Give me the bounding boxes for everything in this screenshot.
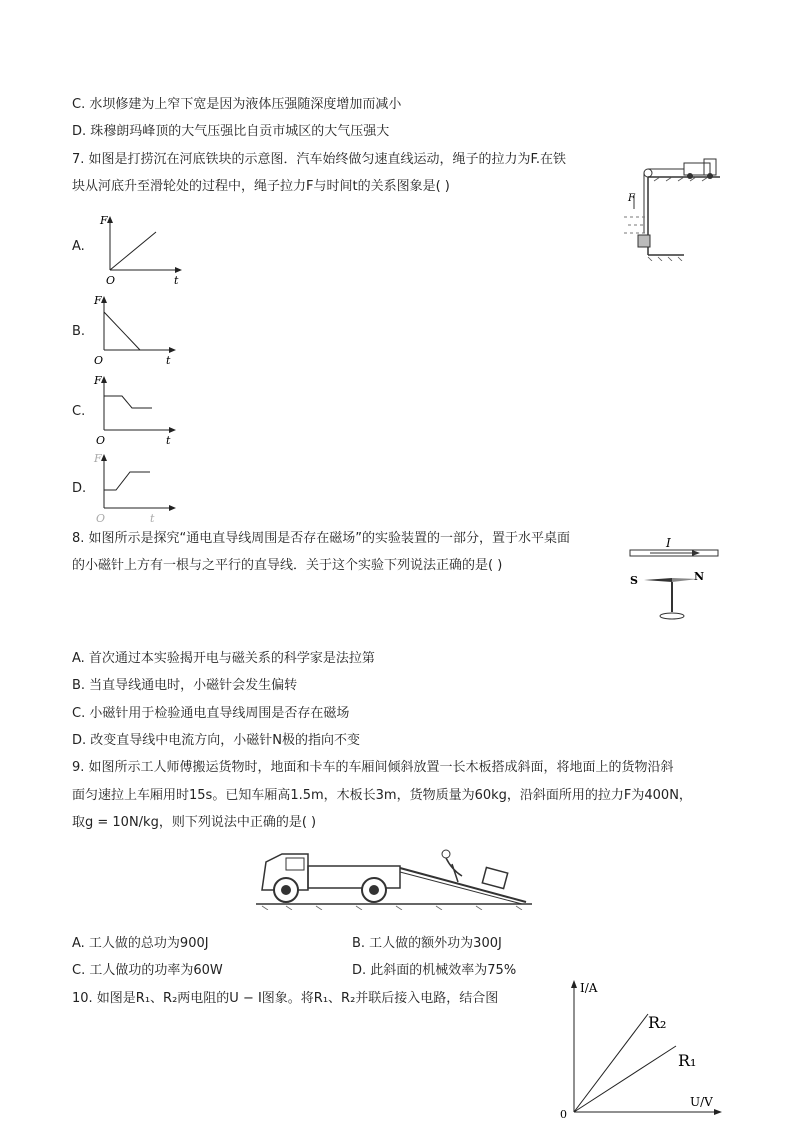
svg-text:F: F xyxy=(94,374,102,387)
svg-text:O: O xyxy=(96,434,106,447)
q7-stem-line2: 块从河底升至滑轮处的过程中，绳子拉力F与时间t的关系图象是( ) xyxy=(72,179,450,194)
r2-label: R₂ xyxy=(648,1013,667,1032)
q9-option-b: B. 工人做的额外功为300J xyxy=(352,936,502,951)
q8-option-b: B. 当直导线通电时，小磁针会发生偏转 xyxy=(72,678,298,693)
svg-text:O: O xyxy=(106,274,116,287)
south-label: S xyxy=(630,574,638,587)
q7-graph-c xyxy=(90,374,180,448)
current-label: I xyxy=(666,536,671,550)
q7-option-c-label: C. xyxy=(72,404,86,419)
q9-option-c: C. 工人做功的功率为60W xyxy=(72,963,223,978)
svg-text:O: O xyxy=(96,512,106,525)
q8-option-d: D. 改变直导线中电流方向，小磁针N极的指向不变 xyxy=(72,733,360,748)
q7-option-a-label: A. xyxy=(72,239,85,254)
q7-option-b-label: B. xyxy=(72,324,86,339)
q9-option-d: D. 此斜面的机械效率为75% xyxy=(352,963,517,978)
q9-stem-line3: 取g = 10N/kg，则下列说法中正确的是( ) xyxy=(72,815,317,830)
q9-stem-line2: 面匀速拉上车厢用时15s。已知车厢高1.5m，木板长3m，货物质量为60kg，沿斜面所用的拉力F为400N， xyxy=(72,788,692,803)
q8-stem-line1: 8. 如图所示是探究“通电直导线周围是否存在磁场”的实验装置的一部分，置于水平桌面 xyxy=(72,531,571,546)
compass-wire-diagram xyxy=(626,534,722,624)
svg-text:F: F xyxy=(100,214,108,227)
north-label: N xyxy=(694,570,705,583)
q10-stem-line1: 10. 如图是R₁、R₂两电阻的U − I图象。将R₁、R₂并联后接入电路，结合图 xyxy=(72,991,499,1006)
origin-label: 0 xyxy=(560,1108,567,1120)
q7-graph-d xyxy=(90,452,180,526)
salvage-diagram xyxy=(624,155,724,261)
y-axis-label: I/A xyxy=(580,981,598,995)
q6-option-c: C. 水坝修建为上窄下宽是因为液体压强随深度增加而减小 xyxy=(72,97,402,112)
truck-ramp-diagram xyxy=(256,840,532,910)
svg-text:F: F xyxy=(94,452,102,465)
svg-text:t: t xyxy=(150,512,155,525)
r1-label: R₁ xyxy=(678,1051,697,1070)
q9-option-a: A. 工人做的总功为900J xyxy=(72,936,209,951)
q8-option-c: C. 小磁针用于检验通电直导线周围是否存在磁场 xyxy=(72,706,350,721)
svg-text:t: t xyxy=(174,274,179,287)
q7-stem-line1: 7. 如图是打捞沉在河底铁块的示意图．汽车始终做匀速直线运动，绳子的拉力为F.在铁 xyxy=(72,152,567,167)
ui-graph xyxy=(556,978,724,1120)
svg-text:F: F xyxy=(94,294,102,307)
svg-text:t: t xyxy=(166,354,171,367)
q8-stem-line2: 的小磁针上方有一根与之平行的直导线．关于这个实验下列说法正确的是( ) xyxy=(72,558,503,573)
q7-graph-a xyxy=(96,214,186,288)
q7-graph-b xyxy=(90,294,180,368)
q7-option-d-label: D. xyxy=(72,481,87,496)
force-label: F xyxy=(628,193,635,204)
q6-option-d: D. 珠穆朗玛峰顶的大气压强比自贡市城区的大气压强大 xyxy=(72,124,390,139)
svg-text:O: O xyxy=(94,354,104,367)
svg-text:t: t xyxy=(166,434,171,447)
q8-option-a: A. 首次通过本实验揭开电与磁关系的科学家是法拉第 xyxy=(72,651,375,666)
q9-stem-line1: 9. 如图所示工人师傅搬运货物时，地面和卡车的车厢间倾斜放置一长木板搭成斜面，将地面上的货物沿斜 xyxy=(72,760,674,775)
x-axis-label: U/V xyxy=(690,1095,713,1109)
